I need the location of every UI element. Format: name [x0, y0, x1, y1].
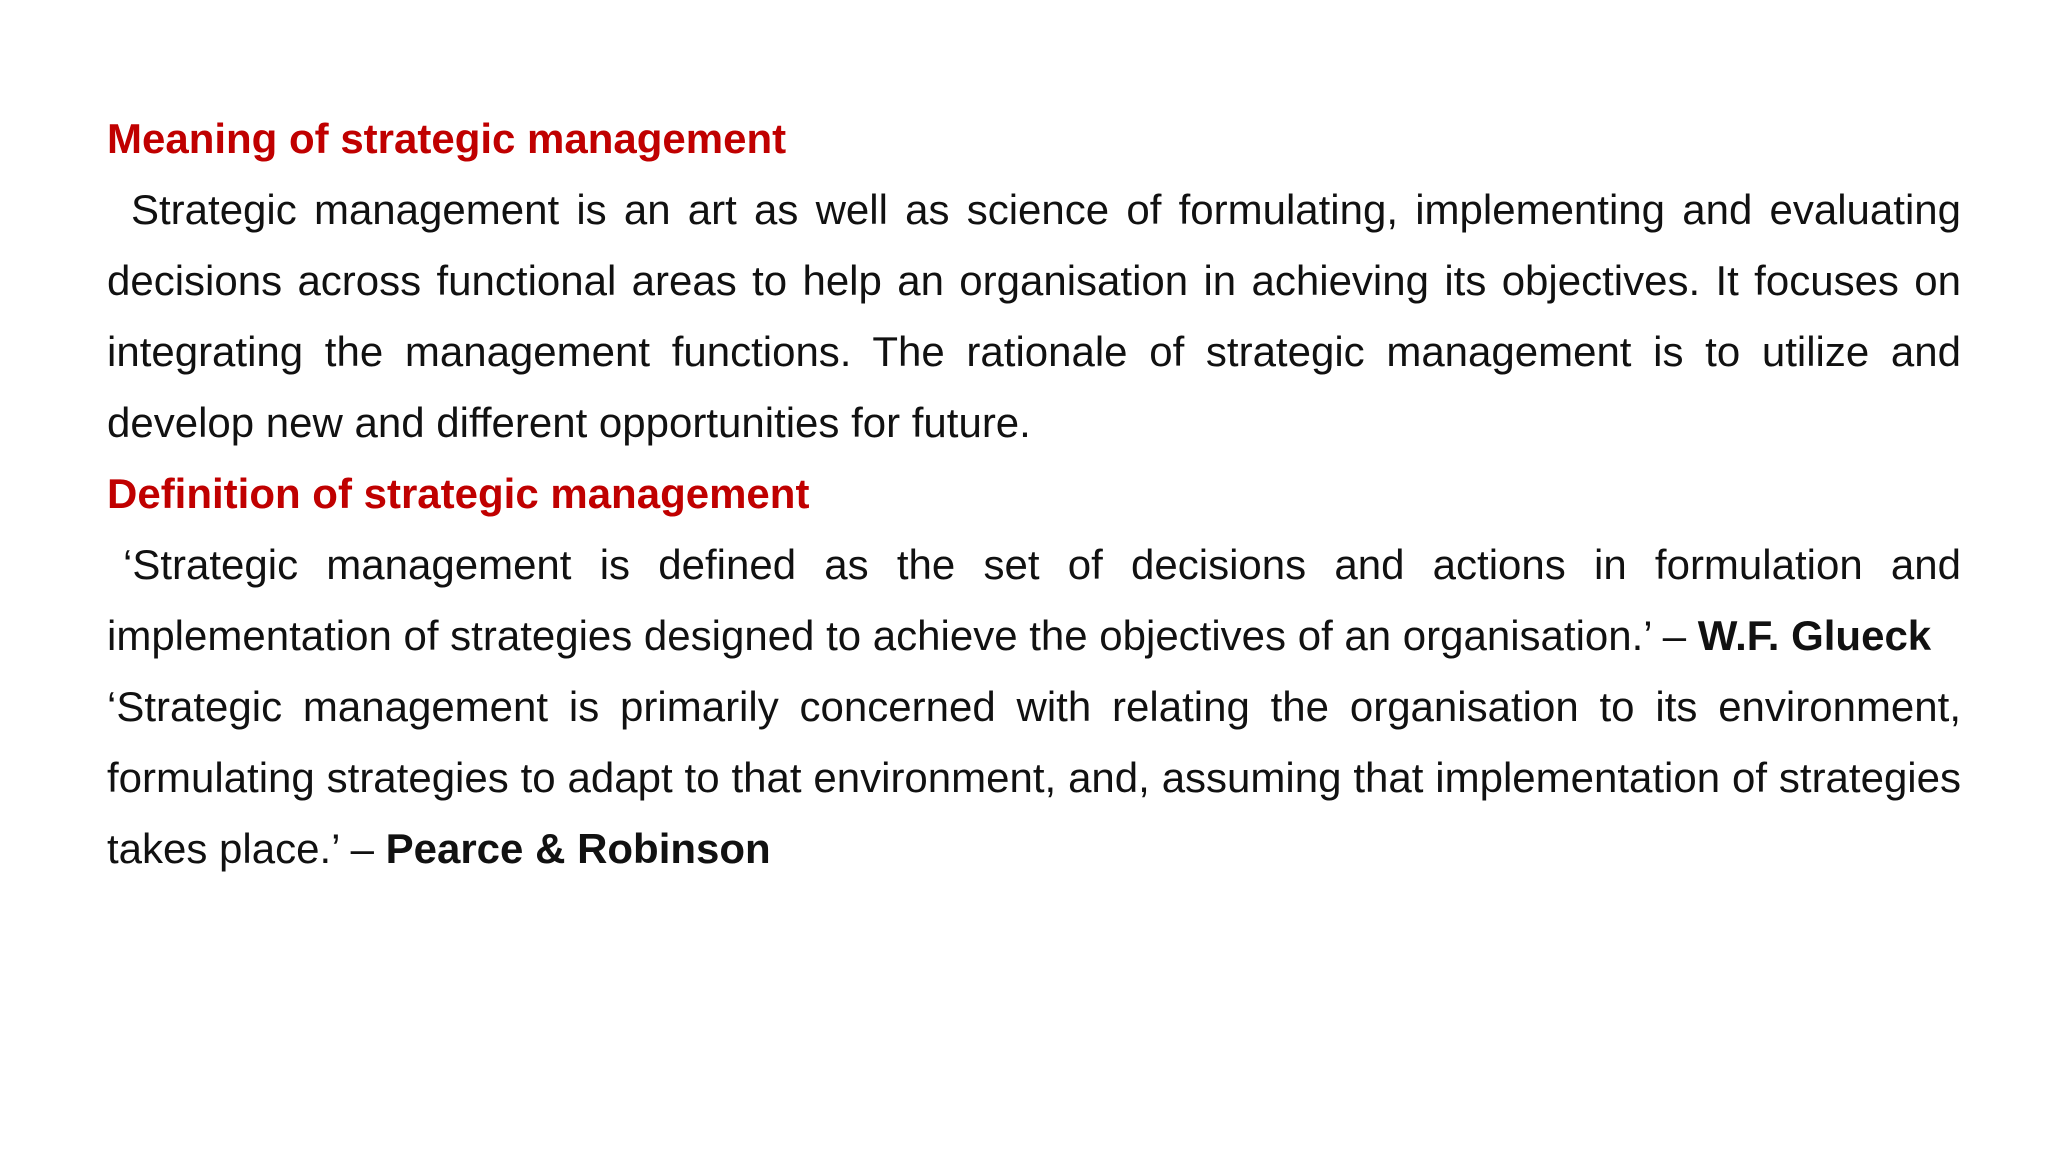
meaning-heading: Meaning of strategic management — [107, 115, 787, 162]
definition-heading: Definition of strategic management — [107, 470, 810, 517]
quote-text: ‘Strategic management is primarily concerned with relating the organisation to its environment, formulating strategies to adapt to that environment, and, assuming that implementation of strategies takes place.’ — [107, 683, 1961, 872]
meaning-paragraph: Strategic management is an art as well as science of formulating, implementing and evaluating decisions across functional areas to help an organisation in achieving its objectives. It focuses on integrating the management functions. The rationale of strategic management is to utilize and develop new and different opportunities for future. — [107, 186, 1961, 446]
quote-author: W.F. Glueck — [1697, 612, 1932, 659]
definition-quote-pearce-robinson — [107, 671, 1961, 884]
quote-dash: – — [338, 825, 386, 872]
quote-text: ‘Strategic management is defined as the set of decisions and actions in formulation and implementation of strategies designed to achieve the objectives of an organisation.’ — [107, 541, 1961, 659]
definition-quote-glueck — [107, 529, 1961, 671]
quote-author: Pearce & Robinson — [385, 825, 771, 872]
quote-dash: – — [1651, 612, 1698, 659]
slide-content — [107, 103, 1961, 884]
